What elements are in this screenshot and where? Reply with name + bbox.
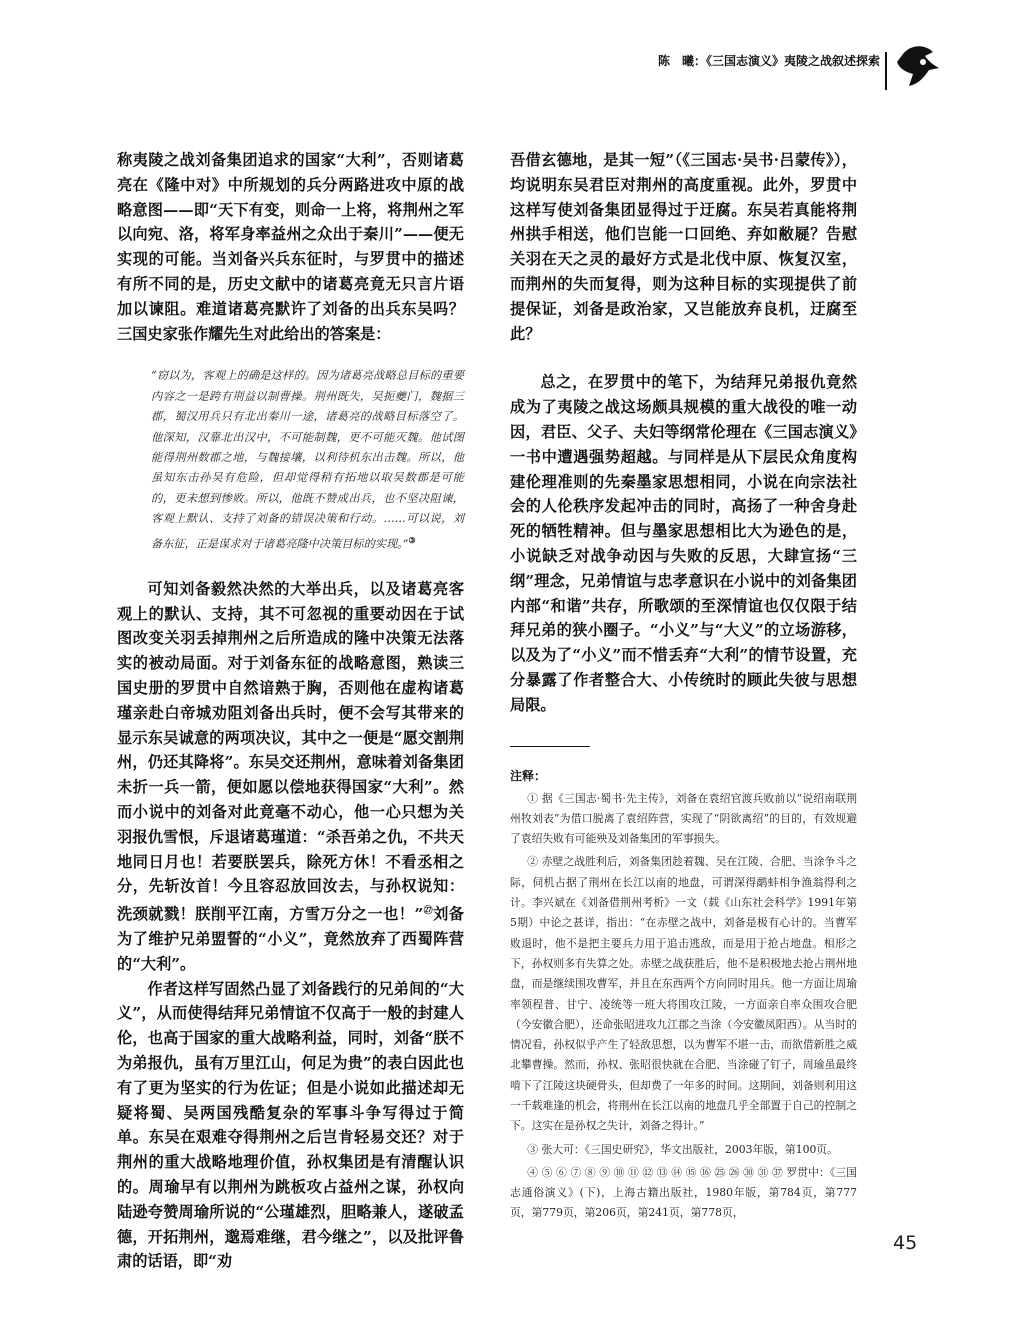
- body-paragraph: 作者这样写固然凸显了刘备践行的兄弟间的“大义”，从而使得结拜兄弟情谊不仅高于一般的封建人伦，也高于国家的重大战略利益，同时，刘备“朕不为弟报仇，虽有万里江山，何足为贵”的表白因此也有了更为坚实的行为佐证；但是小说如此描述却无疑将蜀、吴两国残酷复杂的军事斗争写得过于简单。东吴在艰难夺得荆州之后岂肯轻易交还？对于荆州的重大战略地理价值，孙权集团是有清醒认识的。周瑜早有以荆州为跳板攻占益州之谋，孙权向陆逊夸赞周瑜所说的“公瑾雄烈，胆略兼人，遂破孟德，开拓荆州，邈焉难继，君今继之”，以及批评鲁肃的话语，即“劝: [117, 979, 464, 1271]
- quote-text: “窃以为，客观上的确是这样的。因为诸葛亮战略总目标的重要内容之一是跨有荆益以制曹操。荆州既失，吴扼夔门，魏据三郡，蜀汉用兵只有北出秦川一途，诸葛亮的战略目标落空了。他深知，汉靠北出汉中，不可能制魏，更不可能灭魏。他试图能得荆州数郡之地，与魏接壤，以利待机东出击魏。所以，他虽知东击孙吴有危险，但却觉得稍有拓地以取吴数郡是可能的，更未想到惨败。所以，他既不赞成出兵，也不坚决阻谏，客观上默认、支持了刘备的错误决策和行动。……可以说，刘备东征，正是谋求对于诸葛亮隆中决策目标的实现。”: [151, 369, 464, 551]
- right-column: [510, 148, 857, 1227]
- body-paragraph: [117, 577, 464, 977]
- header-divider: [885, 52, 887, 90]
- note-item: ① 据《三国志·蜀书·先主传》，刘备在袁绍官渡兵败前以“说绍南联荆州牧刘表”为借口脱离了袁绍阵营，实现了“阴欲离绍”的目的，有效规避了袁绍失败有可能殃及刘备集团的军事损失。: [510, 791, 857, 846]
- journal-logo-icon: [895, 40, 941, 88]
- footnote-ref: ③: [408, 534, 416, 545]
- paragraph-text: 可知刘备毅然决然的大举出兵，以及诸葛亮客观上的默认、支持，其不可忽视的重要动因在于试图改变关羽丢掉荆州之后所造成的隆中决策无法落实的被动局面。对于刘备东征的战略意图，熟读三国史册的罗贯中自然谙熟于胸，否则他在虚构诸葛瑾亲赴白帝城劝阻刘备出兵时，便不会写其带来的显示东吴诚意的两项决议，其中之一便是“愿交割荆州，仍还其降将”。东吴交还荆州，意味着刘备集团未折一兵一箭，便如愿以偿地获得国家“大利”。然而小说中的刘备对此竟毫不动心，他一心只想为关羽报仇雪恨，斥退诸葛瑾道：“杀吾弟之仇，不共天地同日月也！若要朕罢兵，除死方休！不看丞相之分，先斩汝首！今且容忍放回汝去，与孙权说知：洗颈就戮！朕削平江南，方雪万分之一也！”: [117, 579, 464, 924]
- body-paragraph: 总之，在罗贯中的笔下，为结拜兄弟报仇竟然成为了夷陵之战这场颇具规模的重大战役的唯一动因，君臣、父子、夫妇等纲常伦理在《三国志演义》一书中遭遇强势超越。与同样是从下层民众角度构建伦理准则的先秦墨家思想相同，小说在向宗法社会的人伦秩序发起冲击的同时，高扬了一种舍身赴死的牺牲精神。但与墨家思想相比大为逊色的是，小说缺乏对战争动因与失败的反思，大肆宣扬“三纲”理念，兄弟情谊与忠孝意识在小说中的刘备集团内部“和谐”共存，所歌颂的至深情谊也仅仅限于结拜兄弟的狭小圈子。“小义”与“大义”的立场游移，以及为了“小义”而不惜丢弃“大利”的情节设置，充分暴露了作者整合大、小传统时的顾此失彼与思想局限。: [510, 373, 857, 714]
- notes-list: [510, 789, 857, 1224]
- body-paragraph: 称夷陵之战刘备集团追求的国家“大利”，否则诸葛亮在《隆中对》中所规划的兵分两路进攻中原的战略意图——即“天下有变，则命一上将，将荆州之军以向宛、洛，将军身率益州之众出于秦川”——便无实现的可能。当刘备兴兵东征时，与罗贯中的描述有所不同的是，历史文献中的诸葛亮竟无只言片语加以谏阻。难道诸葛亮默许了刘备的出兵东吴吗？三国史家张作耀先生对此给出的答案是：: [117, 151, 464, 343]
- notes-divider: [510, 746, 590, 747]
- page-number: 45: [893, 1232, 918, 1254]
- footnote-ref: ㉗: [423, 906, 434, 917]
- left-column: [117, 148, 464, 1274]
- note-item: ④ ⑤ ⑥ ⑦ ⑧ ⑨ ⑩ ⑪ ⑫ ⑬ ⑭ ⑮ ⑯ ㉕ ㉖ ㉚ ㉛ ㊲ 罗贯中：《三国志通俗演义》(下)，上海古籍出版社，1980年版，第784页，第777页，第779页，第206页，第241页，第778页，: [510, 1165, 857, 1220]
- note-item: ③ 张大可：《三国史研究》，华文出版社，2003年版，第100页。: [527, 1142, 838, 1156]
- body-paragraph: 吾借玄德地，是其一短”（《三国志·吴书·吕蒙传》），均说明东吴君臣对荆州的高度重视。此外，罗贯中这样写使刘备集团显得过于迂腐。东吴若真能将荆州拱手相送，他们岂能一口回绝、弃如敝屣？告慰关羽在天之灵的最好方式是北伐中原、恢复汉室，而荆州的失而复得，则为这种目标的实现提供了前提保证，刘备是政治家，又岂能放弃良机，迂腐至此？: [510, 151, 857, 343]
- block-quote: [151, 366, 464, 554]
- running-header: 陈 曦：《三国志演义》夷陵之战叙述探索: [657, 54, 880, 68]
- notes-heading: 注释：: [510, 768, 547, 783]
- note-item: ② 赤壁之战胜利后，刘备集团趁着魏、吴在江陵、合肥、当涂争斗之际，伺机占据了荆州在长江以南的地盘，可谓深得鹬蚌相争渔翁得利之计。李兴斌在《刘备借荆州考析》一文（载《山东社会科学》1991年第5期）中论之甚详，指出：“在赤壁之战中，刘备是极有心计的。当曹军败退时，他不是把主要兵力用于追击逃敌，而是用于抢占地盘。相形之下，孙权则多有失算之处。赤壁之战获胜后，他不是积极地去抢占荆州地盘，而是继续围攻曹军，并且在东西两个方向同时用兵。他一方面让周瑜率领程普、甘宁、凌统等一班大将围攻江陵，一方面亲自率众围攻合肥（今安徽合肥），还命张昭进攻九江郡之当涂（今安徽凤阳西）。从当时的情况看，孙权似乎产生了轻敌思想，以为曹军不堪一击，而欲借新胜之威北攀曹操。然而，孙权、张昭很快就在合肥、当涂碰了钉子，周瑜虽最终啃下了江陵这块硬骨头，但却费了一年多的时间。这期间，刘备则利用这一千载难逢的机会，将荆州在长江以南的地盘几乎全部置于自己的控制之下。这实在是孙权之失计，刘备之得计。”: [510, 855, 857, 1133]
- paragraph-text: 刘备为了维护兄弟盟誓的“小义”，竟然放弃了西蜀阵营的“大利”。: [117, 905, 464, 973]
